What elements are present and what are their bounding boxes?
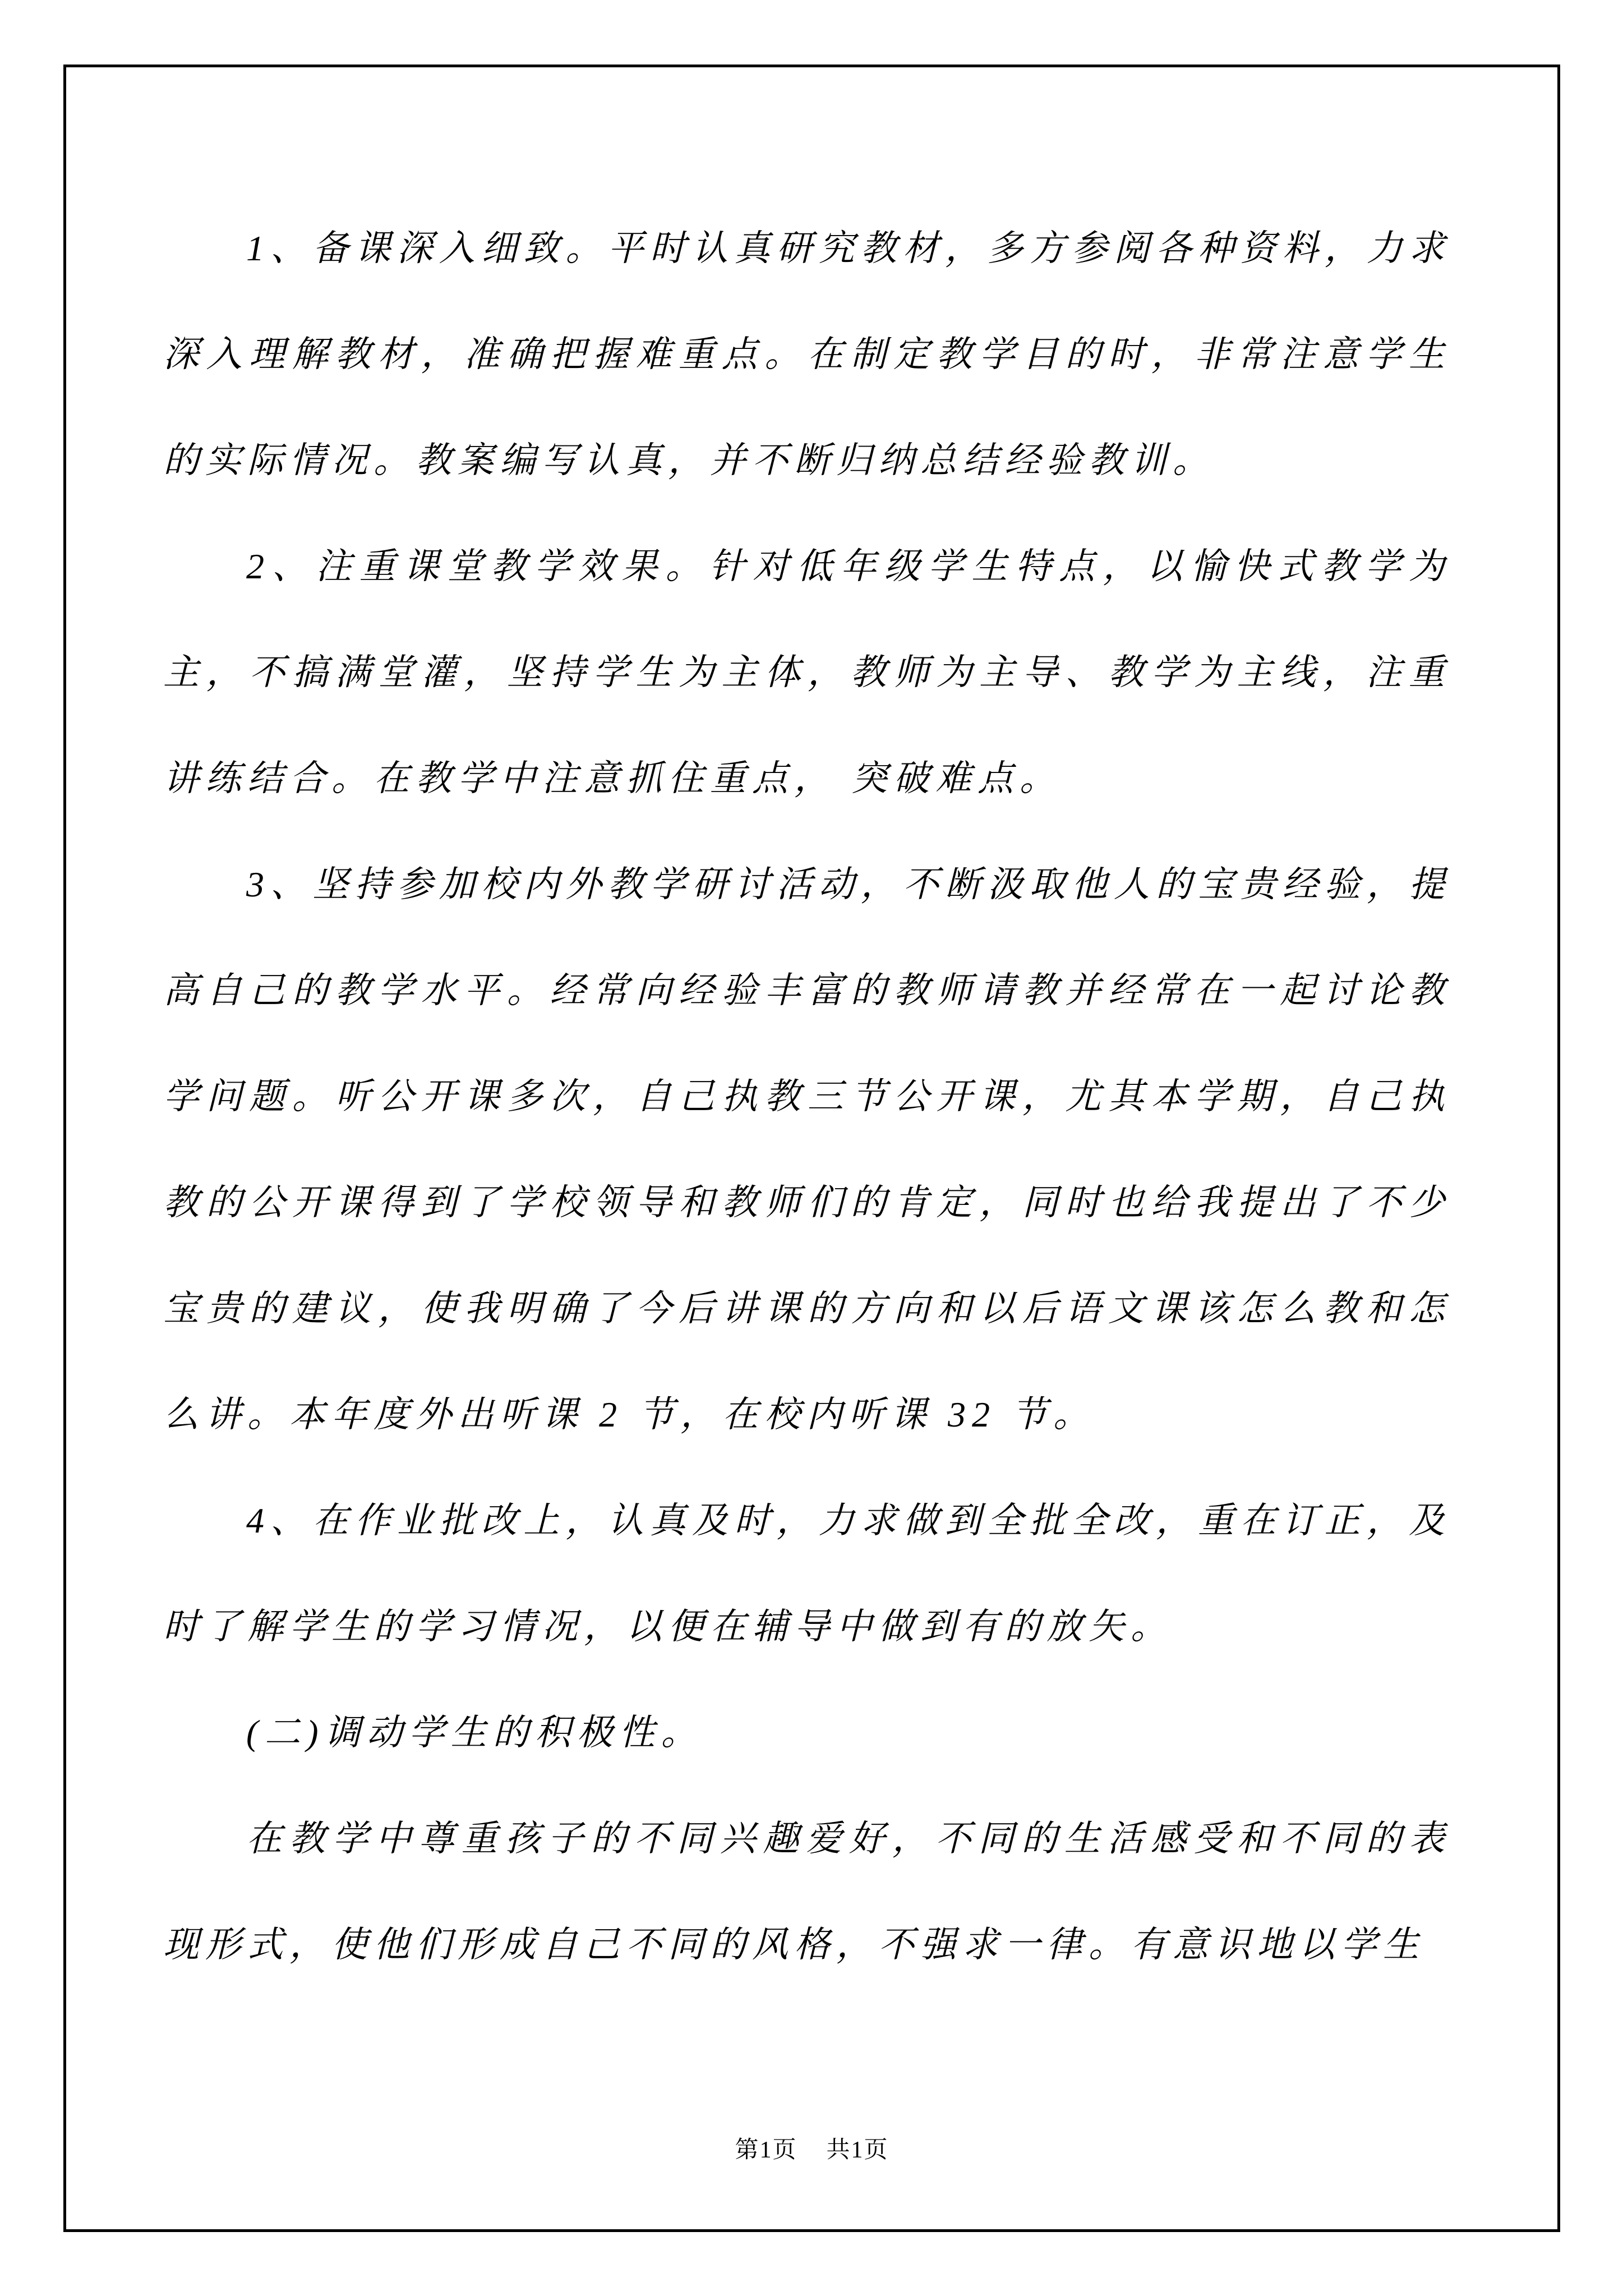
paragraph-2: 2、注重课堂教学效果。针对低年级学生特点，以愉快式教学为主，不搞满堂灌，坚持学生为主体，教师为主导、教学为主线，注重讲练结合。在教学中注意抓住重点， 突破难点。 xyxy=(163,546,1451,798)
paragraph-3: 3、坚持参加校内外教学研讨活动，不断汲取他人的宝贵经验，提高自己的教学水平。经常向经验丰富的教师请教并经常在一起讨论教学问题。听公开课多次，自己执教三节公开课，尤其本学期，自己执教的公开课得到了学校领导和教师们的肯定，同时也给我提出了不少宝贵的建议，使我明确了今后讲课的方向和以后语文课该怎么教和怎么讲。本年度外出听课 2 节，在校内听课 32 节。 xyxy=(163,864,1451,1434)
page-footer xyxy=(66,2131,1557,2165)
paragraph-1: 1、备课深入细致。平时认真研究教材，多方参阅各种资料，力求深入理解教材，准确把握难重点。在制定教学目的时，非常注意学生的实际情况。教案编写认真，并不断归纳总结经验教训。 xyxy=(163,228,1451,480)
paragraph-6: 在教学中尊重孩子的不同兴趣爱好，不同的生活感受和不同的表现形式，使他们形成自己不同的风格，不强求一律。有意识地以学生 xyxy=(163,1819,1451,1964)
page-number-current: 第1页 xyxy=(735,2137,797,2163)
page-number-total: 共1页 xyxy=(826,2137,889,2163)
document-body xyxy=(163,195,1451,1998)
page-border-frame xyxy=(63,65,1560,2232)
paragraph-4: 4、在作业批改上，认真及时，力求做到全批全改，重在订正，及时了解学生的学习情况，以便在辅导中做到有的放矢。 xyxy=(163,1501,1451,1646)
paragraph-5: (二)调动学生的积极性。 xyxy=(246,1713,703,1752)
